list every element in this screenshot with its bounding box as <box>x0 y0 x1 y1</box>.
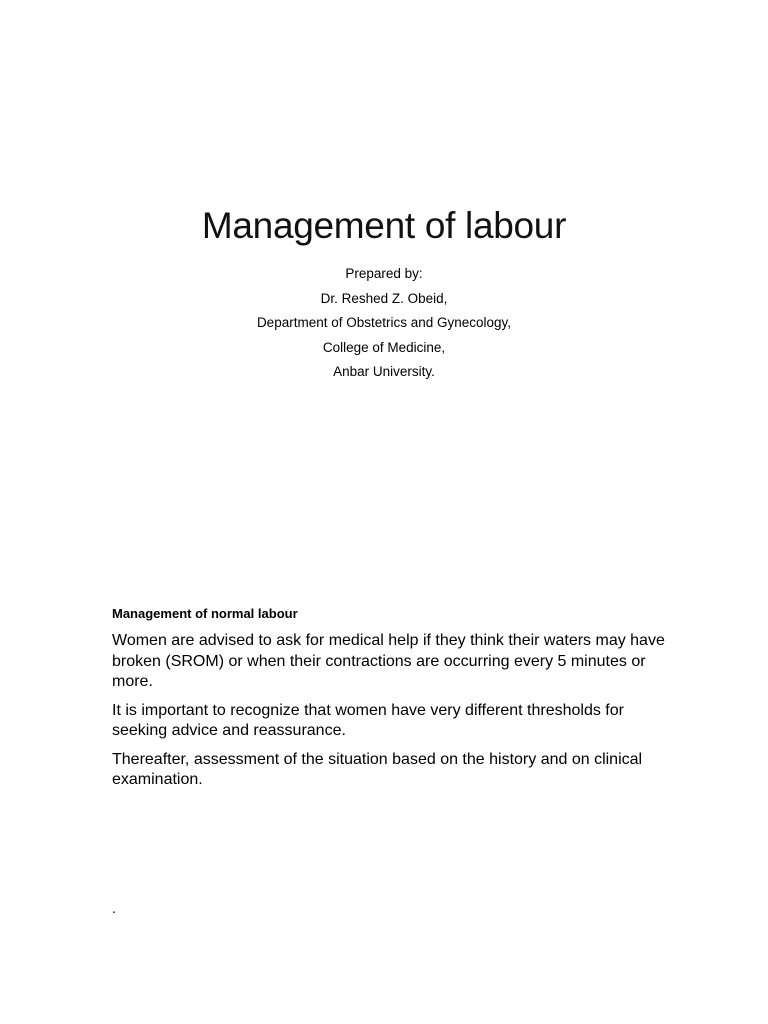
credit-line-college: College of Medicine, <box>322 339 446 355</box>
author-credits <box>0 262 768 385</box>
trailing-period: . <box>112 900 116 916</box>
paragraph-thresholds: It is important to recognize that women have very different thresholds for seeking advice and reassurance. <box>112 701 624 739</box>
section-body <box>112 631 682 799</box>
document-title: Management of labour <box>201 205 567 246</box>
paragraph-assessment: Thereafter, assessment of the situation based on the history and on clinical examination. <box>112 750 643 788</box>
paragraph-medical-help: Women are advised to ask for medical help if they think their waters may have broken (SROM) or when their contractions are occurring every 5 minutes or more. <box>112 632 665 690</box>
credit-line-department: Department of Obstetrics and Gynecology, <box>256 315 512 330</box>
credit-line-prepared-by: Prepared by: <box>345 266 423 281</box>
credit-line-university: Anbar University. <box>333 364 435 379</box>
credit-line-author: Dr. Reshed Z. Obeid, <box>320 290 448 306</box>
section-heading: Management of normal labour <box>112 606 298 621</box>
